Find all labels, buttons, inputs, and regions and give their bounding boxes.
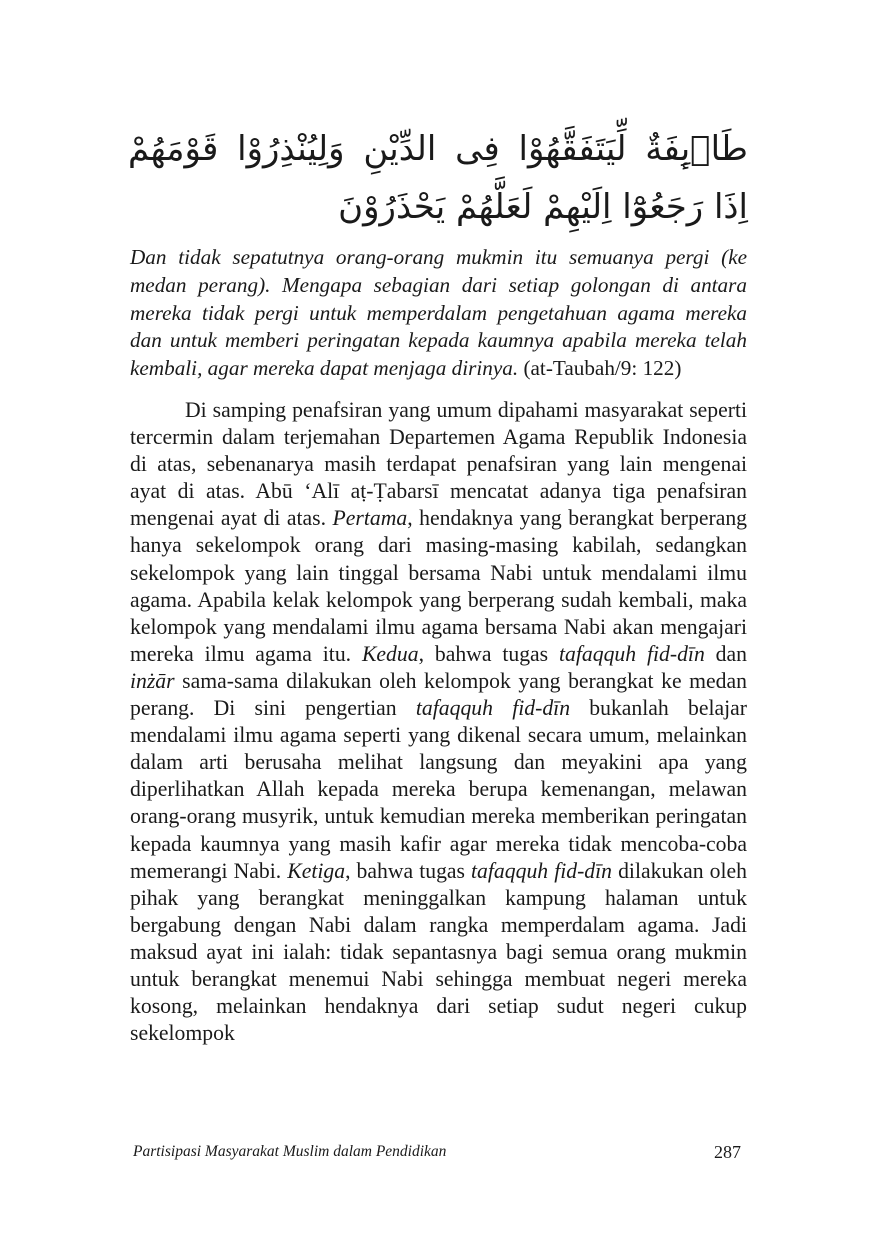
verse-translation (130, 244, 747, 383)
paragraph-segment: Di samping penafsiran yang umum dipahami masyarakat seperti tercermin dalam terjemahan Departemen Agama Republik Indonesia di atas, sebenanarya masih terdapat penafsiran yang lain mengenai ayat di atas. Abū ‘Alī aṭ-Ṭabarsī mencatat adanya tiga penafsiran mengenai ayat di atas. (130, 398, 747, 531)
running-footer-title: Partisipasi Masyarakat Muslim dalam Pendidikan (133, 1143, 447, 1160)
quran-verse-arabic: طَاۤىِٕفَةٌ لِّيَتَفَقَّهُوْا فِى الدِّيْنِ وَلِيُنْذِرُوْا قَوْمَهُمْ اِذَا رَجَعُوْٓا اِلَيْهِمْ لَعَلَّهُمْ يَحْذَرُوْنَ (128, 129, 748, 227)
page-number: 287 (714, 1142, 741, 1162)
term-tafaqquh: tafaqquh fid-dīn (558, 641, 705, 666)
term-ketiga: Ketiga (287, 858, 346, 883)
paragraph-segment: dan (704, 641, 747, 666)
term-tafaqquh: tafaqquh fid-dīn (415, 696, 571, 721)
paragraph-segment: , hendaknya yang berangkat berperang hanya sekelompok orang dari masing-masing kabilah, sedangkan sekelompok yang lain tinggal bersama Nabi untuk mendalami ilmu agama. Apabila kelak kelompok yang berperang sudah kembali, maka kelompok yang mendalami ilmu agama bersama Nabi akan mengajari mereka ilmu agama itu. (130, 506, 748, 666)
paragraph-segment: , bahwa tugas (418, 641, 559, 666)
verse-reference: (at-Taubah/9: 122) (518, 356, 682, 381)
term-inzar: inżār (130, 668, 175, 693)
paragraph-segment: dilakukan oleh pihak yang berangkat meninggalkan kampung halaman untuk bergabung dengan Nabi dalam rangka memperdalam agama. Jadi maksud ayat ini ialah: tidak sepantasnya bagi semua orang mukmin untuk berangkat menemui Nabi sehingga membuat negeri mereka kosong, melainkan hendaknya dari setiap sudut negeri cukup sekelompok (130, 858, 747, 1046)
term-kedua: Kedua (361, 641, 419, 666)
translation-text: Dan tidak sepatutnya orang-orang mukmin itu semuanya pergi (ke medan perang). Mengapa sebagian dari setiap golongan di antara mereka tidak pergi untuk memperdalam pengetahuan agama mereka dan untuk memberi peringatan kepada kaumnya apabila mereka telah kembali, agar mereka dapat menjaga dirinya. (130, 245, 747, 381)
term-pertama: Pertama (332, 506, 408, 531)
body-paragraph (130, 397, 747, 1047)
paragraph-segment: sama-sama dilakukan oleh kelompok yang berangkat ke medan perang. Di sini pengertian (130, 668, 747, 721)
paragraph-segment: , bahwa tugas (345, 858, 472, 883)
term-tafaqquh: tafaqquh fid-dīn (471, 858, 613, 883)
paragraph-segment: bukanlah belajar mendalami ilmu agama seperti yang dikenal secara umum, melainkan dalam arti berusaha melihat langsung dan meyakini apa yang diperlihatkan Allah kepada mereka berupa kemenangan, melawan orang-orang musyrik, untuk kemudian mereka memberikan peringatan kepada kaumnya yang masih kafir agar mereka tidak mencoba-coba memerangi Nabi. (130, 696, 747, 883)
